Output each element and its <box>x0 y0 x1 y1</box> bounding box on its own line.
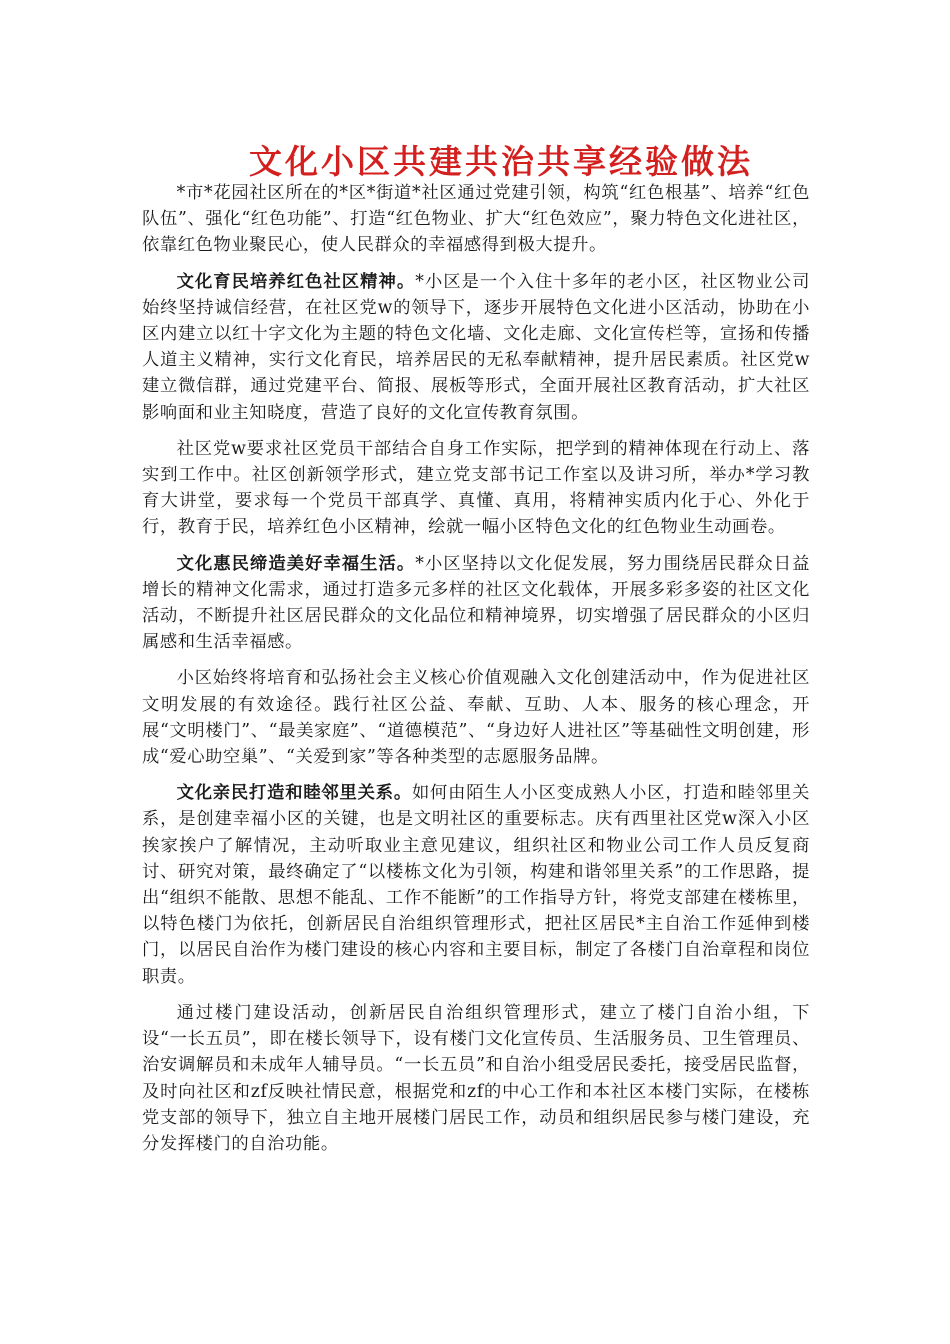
paragraph-core-values <box>142 665 810 770</box>
paragraph-intro <box>142 180 810 259</box>
paragraph-text: 社区党w要求社区党员干部结合自身工作实际，把学到的精神体现在行动上、落实到工作中。社区创新领学形式，建立党支部书记工作室以及讲习所，举办*学习教育大讲堂，要求每一个党员干部真学、真懂、真用，将精神实质内化于心、外化于行，教育于民，培养红色小区精神，绘就一幅小区特色文化的红色物业生动画卷。 <box>142 438 810 538</box>
paragraph-text: *市*花园社区所在的*区*街道*社区通过党建引领，构筑“红色根基”、培养“红色队伍”、强化“红色功能”、打造“红色物业、扩大“红色效应”，聚力特色文化进社区，依靠红色物业聚民心，使人民群众的幸福感得到极大提升。 <box>142 183 810 256</box>
paragraph-heading: 文化亲民打造和睦邻里关系。 <box>176 783 412 804</box>
paragraph-text: *小区是一个入住十多年的老小区，社区物业公司始终坚持诚信经营，在社区党w的领导下，逐步开展特色文化进小区活动，协助在小区内建立以红十字文化为主题的特色文化墙、文化走廊、文化宣传栏等，宣扬和传播人道主义精神，实行文化育民，培养居民的无私奉献精神，提升居民素质。社区党w建立微信群，通过党建平台、简报、展板等形式，全面开展社区教育活动，扩大社区影响面和业主知晓度，营造了良好的文化宣传教育氛围。 <box>142 271 810 423</box>
paragraph-party-study <box>142 436 810 541</box>
paragraph-text: *小区坚持以文化促发展，努力围绕居民群众日益增长的精神文化需求，通过打造多元多样的社区文化载体，开展多彩多姿的社区文化活动，不断提升社区居民群众的文化品位和精神境界，切实增强了居民群众的小区归属感和生活幸福感。 <box>142 553 810 653</box>
document-body <box>142 180 810 1167</box>
paragraph-heading: 文化育民培养红色社区精神。 <box>176 271 416 292</box>
paragraph-text: 通过楼门建设活动，创新居民自治组织管理形式，建立了楼门自治小组，下设“一长五员”，即在楼长领导下，设有楼门文化宣传员、生活服务员、卫生管理员、治安调解员和未成年人辅导员。“一长五员”和自治小组受居民委托，接受居民监督，及时向社区和zf反映社情民意，根据党和zf的中心工作和本社区本楼门实际，在楼栋党支部的领导下，独立自主地开展楼门居民工作，动员和组织居民参与楼门建设，充分发挥楼门的自治功能。 <box>142 1002 810 1154</box>
paragraph-text: 如何由陌生人小区变成熟人小区，打造和睦邻里关系，是创建幸福小区的关键，也是文明社区的重要标志。庆有西里社区党w深入小区挨家挨户了解情况，主动听取业主意见建议，组织社区和物业公司工作人员反复商讨、研究对策，最终确定了“以楼栋文化为引领，构建和谐邻里关系”的工作思路，提出“组织不能散、思想不能乱、工作不能断”的工作指导方针，将党支部建在楼栋里，以特色楼门为依托，创新居民自治组织管理形式，把社区居民*主自治工作延伸到楼门，以居民自治作为楼门建设的核心内容和主要目标，制定了各楼门自治章程和岗位职责。 <box>142 783 810 987</box>
paragraph-text: 小区始终将培育和弘扬社会主义核心价值观融入文化创建活动中，作为促进社区文明发展的有效途径。践行社区公益、奉献、互助、人本、服务的核心理念，开展“文明楼门”、“最美家庭”、“道德模范”、“身边好人进社区”等基础性文明创建，形成“爱心助空巢”、“关爱到家”等各种类型的志愿服务品牌。 <box>142 668 810 768</box>
paragraph-building-autonomy <box>142 1000 810 1157</box>
paragraph-heading: 文化惠民缔造美好幸福生活。 <box>176 553 416 574</box>
paragraph-culture-educates <box>142 269 810 426</box>
document-title: 文化小区共建共治共享经验做法 <box>249 142 753 181</box>
paragraph-culture-close <box>142 780 810 990</box>
paragraph-culture-benefits <box>142 551 810 656</box>
